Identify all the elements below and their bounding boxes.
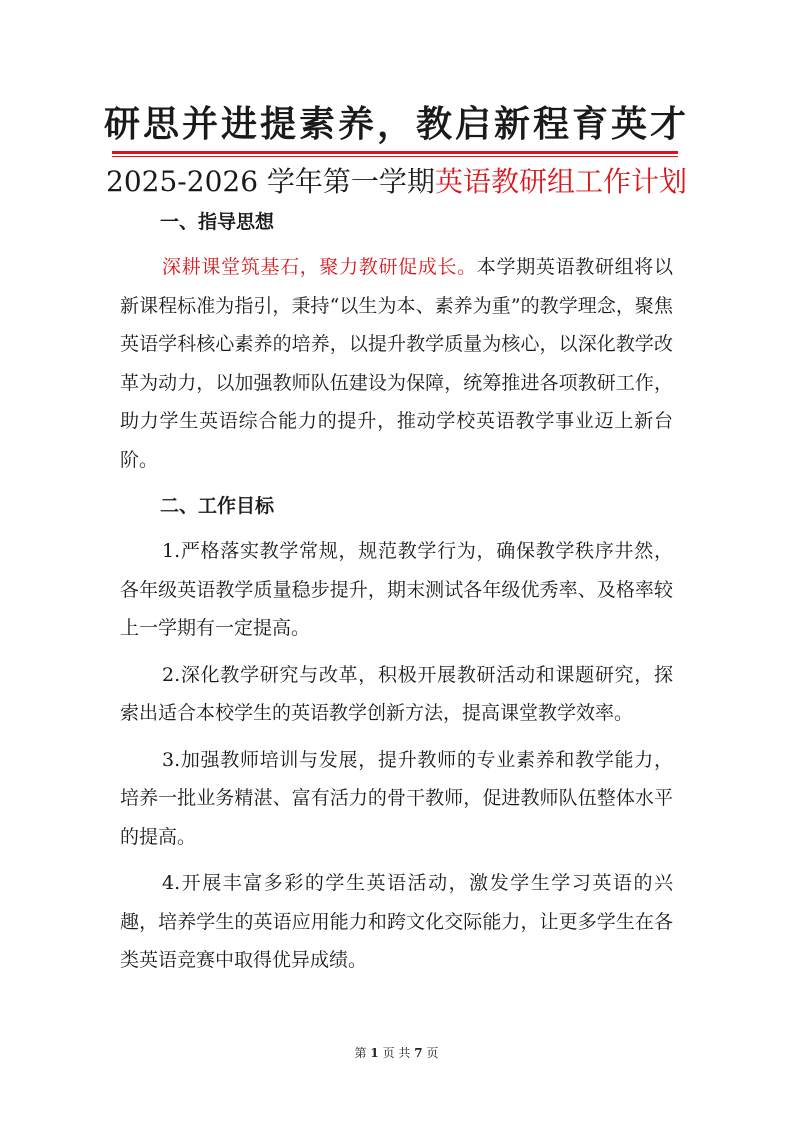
goal-item-2: 2.深化教学研究与改革，积极开展教研活动和课题研究，探索出适合本校学生的英语教学创新方法，提高课堂教学效率。 xyxy=(120,663,673,724)
paragraph-guiding-ideology xyxy=(120,248,673,479)
footer-suffix: 页 xyxy=(426,1046,439,1060)
page-footer xyxy=(0,1044,793,1061)
title-underline-thick xyxy=(112,151,678,154)
title-underline-thin xyxy=(112,156,678,157)
footer-total-pages: 7 xyxy=(414,1046,423,1060)
section-heading-work-goals: 二、工作目标 xyxy=(160,495,275,517)
subtitle-term: 2025-2026 学年第一学期 xyxy=(106,165,435,198)
main-title: 研思并进提素养，教启新程育英才 xyxy=(103,103,689,145)
footer-page-number: 1 xyxy=(370,1046,379,1060)
goal-item-4: 4.开展丰富多彩的学生英语活动，激发学生学习英语的兴趣，培养学生的英语应用能力和跨文化交际能力，让更多学生在各类英语竞赛中取得优异成绩。 xyxy=(120,872,673,971)
paragraph-highlight: 深耕课堂筑基石，聚力教研促成长。 xyxy=(162,256,477,278)
footer-middle: 页 共 xyxy=(382,1046,411,1060)
goal-item-3: 3.加强教师培训与发展，提升教师的专业素养和教学能力，培养一批业务精湛、富有活力的骨干教师，促进教师队伍整体水平的提高。 xyxy=(120,748,673,848)
subtitle-plan-name: 英语教研组工作计划 xyxy=(434,165,687,198)
goal-item-1: 1.严格落实教学常规，规范教学行为，确保教学秩序井然，各年级英语教学质量稳步提升，期末测试各年级优秀率、及格率较上一学期有一定提高。 xyxy=(120,540,673,639)
paragraph-text: 本学期英语教研组将以新课程标准为指引，秉持“以生为本、素养为重”的教学理念，聚焦英语学科核心素养的培养，以提升教学质量为核心，以深化教学改革为动力，以加强教师队伍建设为保障，统筹推进各项教研工作，助力学生英语综合能力的提升，推动学校英语教学事业迈上新台阶。 xyxy=(120,256,673,471)
subtitle xyxy=(0,162,793,202)
footer-prefix: 第 xyxy=(354,1046,367,1060)
document-body xyxy=(120,203,673,988)
section-heading-guiding-ideology: 一、指导思想 xyxy=(160,211,275,233)
